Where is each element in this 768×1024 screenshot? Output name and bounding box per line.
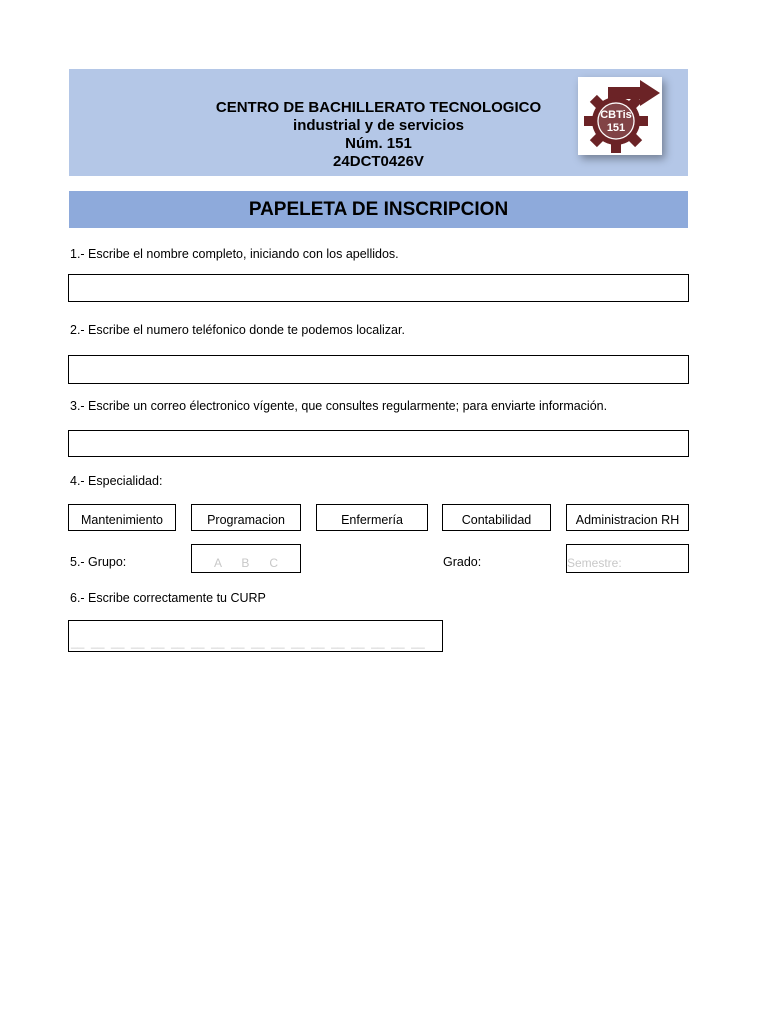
specialty-option-enfermeria[interactable]: Enfermería <box>316 504 428 531</box>
group-placeholder: A B C <box>213 556 279 570</box>
school-name-line-2: industrial y de servicios <box>293 117 464 134</box>
question-5-label: 5.- Grupo: <box>70 555 127 569</box>
curp-field[interactable] <box>68 620 443 652</box>
form-title: PAPELETA DE INSCRIPCION <box>69 191 688 228</box>
school-name-line-1: CENTRO DE BACHILLERATO TECNOLOGICO <box>215 99 542 116</box>
group-field[interactable] <box>191 544 301 573</box>
specialty-option-mantenimiento[interactable]: Mantenimiento <box>68 504 176 531</box>
curp-placeholder: __ __ __ __ __ __ __ __ __ __ __ __ __ __ __ __ __ __ <box>71 635 425 649</box>
question-3-label: 3.- Escribe un correo électronico vígente, que consultes regularmente; para enviarte información. <box>70 399 608 413</box>
specialty-option-contabilidad[interactable]: Contabilidad <box>442 504 551 531</box>
grade-placeholder: Semestre: <box>567 556 622 570</box>
gear-arrow-logo-icon <box>578 77 662 155</box>
question-2-label: 2.- Escribe el numero teléfonico donde te podemos localizar. <box>70 323 405 337</box>
grade-label: Grado: <box>443 555 482 569</box>
grade-field[interactable] <box>566 544 689 573</box>
question-4-label: 4.- Especialidad: <box>70 474 163 488</box>
email-field[interactable] <box>68 430 689 457</box>
logo-text-cbtis: CBTis <box>600 109 632 121</box>
school-logo <box>578 77 662 155</box>
full-name-field[interactable] <box>68 274 689 302</box>
question-6-label: 6.- Escribe correctamente tu CURP <box>70 591 266 605</box>
question-1-label: 1.- Escribe el nombre completo, iniciando con los apellidos. <box>70 247 399 261</box>
specialty-option-administracion-rh[interactable]: Administracion RH <box>566 504 689 531</box>
phone-field[interactable] <box>68 355 689 384</box>
logo-text-number: 151 <box>606 122 626 134</box>
header-banner <box>69 69 688 176</box>
school-number: Núm. 151 <box>345 135 412 152</box>
specialty-option-programacion[interactable]: Programacion <box>191 504 301 531</box>
school-code: 24DCT0426V <box>333 153 424 170</box>
